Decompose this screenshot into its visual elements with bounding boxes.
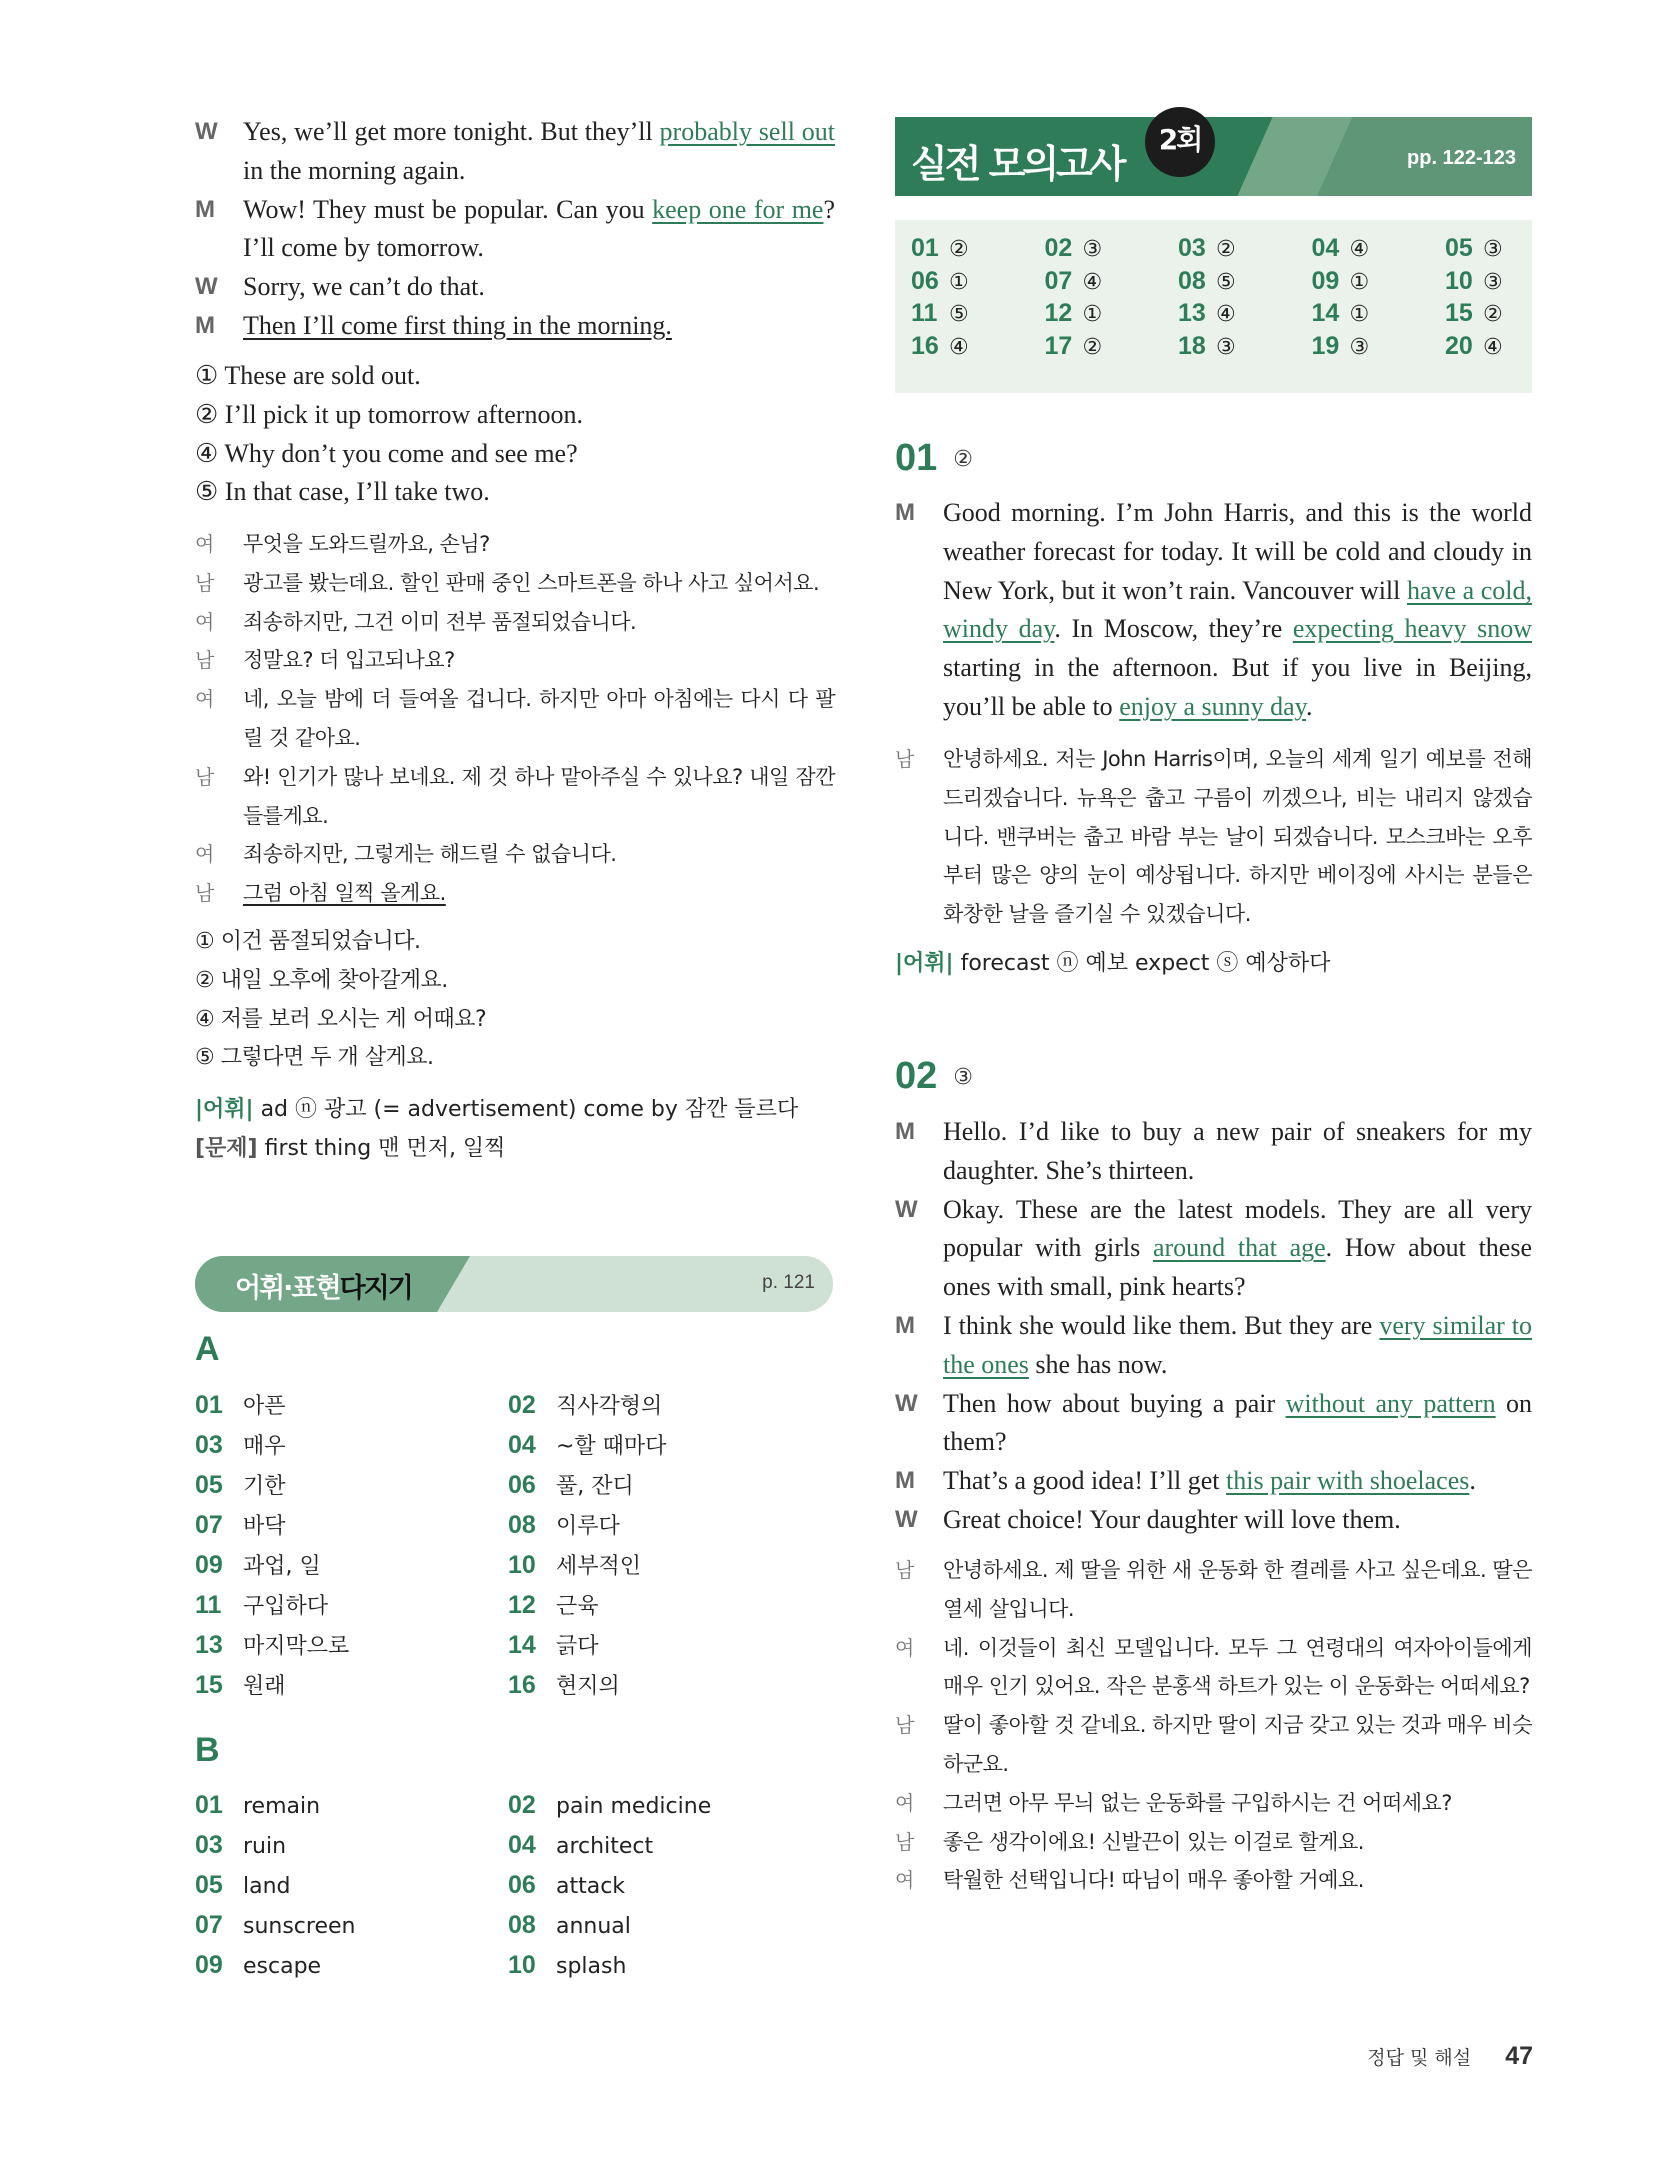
answer-choice: ④ xyxy=(1349,237,1370,262)
text-segment: . How about these ones with small, pink hearts? xyxy=(943,1233,1532,1302)
answer-choice: ① xyxy=(1349,302,1370,327)
korean-line xyxy=(895,1629,1532,1707)
item-answer: escape xyxy=(243,1954,322,1979)
speaker-label: M xyxy=(895,1311,915,1339)
line-text xyxy=(943,1501,1532,1540)
answer-number: 09 xyxy=(1311,266,1340,295)
line-text: 죄송하지만, 그건 이미 전부 품절되었습니다. xyxy=(243,609,637,634)
item-answer: 현지의 xyxy=(556,1674,620,1699)
section-a-list xyxy=(195,1386,821,1706)
korean-line xyxy=(195,835,835,874)
answer-number: 11 xyxy=(911,299,938,327)
answer-item xyxy=(1445,234,1579,267)
round-badge: 2회 xyxy=(1145,107,1215,177)
vocab-item xyxy=(508,1786,821,1826)
vocab-item xyxy=(508,1506,821,1546)
text-segment: . xyxy=(1469,1466,1476,1496)
item-number: 09 xyxy=(195,1551,223,1579)
item-answer: ~할 때마다 xyxy=(556,1434,667,1459)
speaker-label: 남 xyxy=(895,1558,914,1582)
speaker-label: M xyxy=(195,311,215,339)
answer-choice: ② xyxy=(1082,334,1103,360)
dialogue-line xyxy=(195,307,835,346)
vocab-item xyxy=(508,1546,821,1586)
vocab-item xyxy=(195,1506,508,1546)
answer-number: 05 xyxy=(1445,234,1473,262)
vocab-item xyxy=(508,1946,821,1986)
vocab-banner: 어휘·표현다지기 p. 121 xyxy=(195,1256,833,1312)
line-text xyxy=(243,268,835,307)
left-vocab: |어휘| ad ⓝ 광고 (= advertisement) come by 잠깐 들르다 [문제] first thing 맨 먼저, 일찍 xyxy=(195,1097,799,1161)
answer-choice: ③ xyxy=(1082,237,1103,262)
line-text xyxy=(943,1385,1532,1463)
item-number: 04 xyxy=(508,1431,536,1459)
answer-choice: ④ xyxy=(1483,334,1503,360)
speaker-label: 여 xyxy=(195,532,214,556)
answer-number: 04 xyxy=(1311,234,1340,262)
left-korean-dialogue xyxy=(195,525,835,913)
option-item: ② I’ll pick it up tomorrow afternoon. xyxy=(195,399,583,429)
line-text xyxy=(943,494,1532,727)
answer-choice: ④ xyxy=(1082,269,1103,295)
item-number: 02 xyxy=(508,1791,536,1819)
text-segment: ? I’ll come by tomorrow. xyxy=(243,194,835,263)
item-number: 02 xyxy=(508,1391,536,1419)
answer-choice: ① xyxy=(949,269,969,295)
vocab-item xyxy=(508,1586,821,1626)
key-phrase: have a cold, windy day xyxy=(943,575,1532,644)
speaker-label: 남 xyxy=(195,570,214,595)
item-number: 06 xyxy=(508,1471,536,1499)
q02-heading: 02 ③ xyxy=(895,1055,974,1097)
line-text xyxy=(943,1462,1532,1501)
item-number: 07 xyxy=(195,1911,223,1939)
answer-number: 02 xyxy=(1044,234,1073,262)
dialogue-line xyxy=(895,1385,1532,1463)
item-answer: 바닥 xyxy=(243,1514,286,1539)
vocab-item xyxy=(195,1586,508,1626)
dialogue-line xyxy=(195,113,835,191)
dialogue-line xyxy=(895,1501,1532,1540)
section-b-list xyxy=(195,1786,821,1986)
item-answer: 원래 xyxy=(243,1674,286,1699)
item-number: 09 xyxy=(195,1951,223,1979)
item-answer: 기한 xyxy=(243,1474,286,1499)
speaker-label: 여 xyxy=(195,609,214,634)
line-text: 탁월한 선택입니다! 따님이 매우 좋아할 거예요. xyxy=(943,1868,1364,1893)
item-answer: 매우 xyxy=(243,1434,286,1459)
answer-number: 07 xyxy=(1044,266,1073,295)
item-number: 01 xyxy=(195,1791,223,1819)
item-number: 07 xyxy=(195,1511,223,1539)
vocab-item xyxy=(195,1466,508,1506)
section-b-letter: B xyxy=(195,1731,220,1769)
korean-line xyxy=(895,1784,1532,1823)
item-answer: 아픈 xyxy=(243,1394,286,1419)
vocab-item xyxy=(195,1626,508,1666)
vocab-item xyxy=(195,1906,508,1946)
answer-number: 17 xyxy=(1044,331,1073,360)
text-segment: Wow! They must be popular. Can you xyxy=(243,194,653,224)
vocab-item xyxy=(508,1626,821,1666)
answer-number: 16 xyxy=(911,331,939,360)
text-segment: Then how about buying a pair xyxy=(943,1388,1286,1418)
korean-line xyxy=(895,1823,1532,1862)
text-segment: Good morning. I’m John Harris, and this is the world weather forecast for today. It will be cold and cloudy in New York, but it won’t rain. Vancouver will xyxy=(943,498,1532,605)
item-answer: 과업, 일 xyxy=(243,1554,321,1579)
line-text: 좋은 생각이에요! 신발끈이 있는 이걸로 할게요. xyxy=(943,1829,1364,1854)
line-text: 네, 오늘 밤에 더 들여올 겁니다. 하지만 아마 아침에는 다시 다 팔릴 것 같아요. xyxy=(243,687,835,750)
item-number: 04 xyxy=(508,1831,536,1859)
speaker-label: W xyxy=(195,273,218,301)
text-segment: Then I’ll come first thing in the morning. xyxy=(243,310,672,340)
speaker-label: W xyxy=(895,1195,918,1223)
line-text: 딸이 좋아할 것 같네요. 하지만 딸이 지금 갖고 있는 것과 매우 비슷하군요. xyxy=(943,1713,1532,1776)
korean-line xyxy=(895,1551,1532,1629)
line-text: 그럼 아침 일찍 올게요. xyxy=(243,881,446,906)
line-text xyxy=(943,1113,1532,1191)
vocab-item xyxy=(508,1866,821,1906)
line-text: 네. 이것들이 최신 모델입니다. 모두 그 연령대의 여자아이들에게 매우 인기 있어요. 작은 분홍색 하트가 있는 이 운동화는 어떠세요? xyxy=(943,1635,1532,1699)
text-segment: Okay. These are the latest models. They are all very popular with girls xyxy=(943,1194,1532,1263)
option-item: ④ 저를 보러 오시는 게 어때요? xyxy=(195,1006,487,1032)
item-answer: architect xyxy=(556,1834,654,1859)
answer-item xyxy=(911,267,1045,300)
answer-item xyxy=(1312,299,1446,332)
item-number: 15 xyxy=(195,1671,223,1699)
line-text: 와! 인기가 많나 보네요. 제 것 하나 맡아주실 수 있나요? 내일 잠깐 들를게요. xyxy=(243,764,835,828)
answer-choice: ⑤ xyxy=(1216,269,1236,295)
speaker-label: M xyxy=(195,195,215,223)
line-text: 죄송하지만, 그렇게는 해드릴 수 없습니다. xyxy=(243,842,617,867)
speaker-label: 여 xyxy=(895,1868,914,1893)
line-text: 안녕하세요. 저는 John Harris이며, 오늘의 세계 일기 예보를 전해 드리겠습니다. 뉴욕은 춥고 구름이 끼겠으나, 비는 내리지 않겠습니다. 밴쿠버는 춥고 바람 부는 날이 되겠습니다. 모스크바는 오후부터 많은 양의 눈이 예상됩니다. 하지만 베이징에 사시는 분들은 화창한 날을 즐기실 수 있겠습니다. xyxy=(943,747,1532,927)
answer-number: 06 xyxy=(911,266,939,295)
speaker-label: 남 xyxy=(195,648,214,673)
speaker-label: M xyxy=(895,1467,915,1495)
dialogue-line xyxy=(895,494,1532,727)
item-number: 03 xyxy=(195,1831,223,1859)
answer-choice: ③ xyxy=(1349,334,1370,360)
answer-choice: ③ xyxy=(1483,269,1503,295)
item-answer: land xyxy=(243,1874,291,1899)
q01-heading: 01 ② xyxy=(895,437,974,479)
q01-vocab: |어휘| forecast ⓝ 예보 expect ⓢ 예상하다 xyxy=(895,951,1331,976)
vocab-item xyxy=(508,1466,821,1506)
speaker-label: 여 xyxy=(895,1790,914,1815)
speaker-label: 여 xyxy=(195,842,214,867)
answer-item xyxy=(911,299,1045,332)
item-number: 03 xyxy=(195,1431,223,1459)
answer-item xyxy=(1045,234,1179,267)
answer-box xyxy=(895,220,1532,393)
text-segment: Hello. I’d like to buy a new pair of sneakers for my daughter. She’s thirteen. xyxy=(943,1117,1532,1185)
vocab-item xyxy=(508,1826,821,1866)
q01-english xyxy=(895,494,1532,727)
speaker-label: 남 xyxy=(195,881,214,906)
answer-choice: ② xyxy=(949,237,969,262)
answer-number: 01 xyxy=(911,234,939,262)
option-item: ⑤ 그렇다면 두 개 살게요. xyxy=(195,1045,434,1071)
line-text xyxy=(943,1191,1532,1307)
speaker-label: W xyxy=(895,1389,918,1417)
dialogue-line xyxy=(195,268,835,307)
korean-line xyxy=(195,564,835,603)
line-text: 무엇을 도와드릴까요, 손님? xyxy=(243,532,490,556)
key-phrase: enjoy a sunny day xyxy=(1119,691,1306,721)
dialogue-line xyxy=(195,191,835,269)
text-segment: Great choice! Your daughter will love them. xyxy=(943,1504,1401,1534)
item-number: 13 xyxy=(195,1631,223,1659)
line-text: 안녕하세요. 제 딸을 위한 새 운동화 한 켤레를 사고 싶은데요. 딸은 열세 살입니다. xyxy=(943,1558,1532,1621)
answer-choice: ⑤ xyxy=(949,302,969,327)
vocab-item xyxy=(508,1426,821,1466)
answer-number: 08 xyxy=(1178,266,1206,295)
text-segment: Sorry, we can’t do that. xyxy=(243,272,485,302)
item-answer: splash xyxy=(556,1954,627,1979)
speaker-label: 남 xyxy=(895,747,914,771)
line-text xyxy=(243,113,835,191)
option-item: ① 이건 품절되었습니다. xyxy=(195,929,421,954)
answer-item xyxy=(1045,299,1179,332)
speaker-label: M xyxy=(895,1118,915,1145)
speaker-label: W xyxy=(195,118,218,145)
answer-number: 03 xyxy=(1178,234,1206,262)
line-text xyxy=(243,307,835,346)
speaker-label: W xyxy=(895,1505,918,1533)
item-answer: ruin xyxy=(243,1834,287,1859)
answer-number: 12 xyxy=(1044,299,1073,327)
answer-item xyxy=(1445,267,1579,300)
answer-item xyxy=(1045,332,1179,365)
item-answer: 긁다 xyxy=(556,1634,599,1659)
item-answer: 마지막으로 xyxy=(243,1634,350,1659)
answer-item xyxy=(911,234,1045,267)
vocab-item xyxy=(508,1666,821,1706)
text-segment: . xyxy=(1305,691,1313,721)
vocab-item xyxy=(508,1386,821,1426)
answer-item xyxy=(1045,267,1179,300)
dialogue-line xyxy=(895,1307,1532,1385)
speaker-label: 남 xyxy=(195,764,214,789)
item-answer: 구입하다 xyxy=(243,1594,329,1619)
key-phrase: keep one for me xyxy=(652,194,824,224)
q02-korean xyxy=(895,1551,1532,1900)
vocab-item xyxy=(508,1906,821,1946)
korean-line xyxy=(195,641,835,680)
korean-line xyxy=(195,680,835,758)
speaker-label: 남 xyxy=(895,1829,914,1854)
item-number: 10 xyxy=(508,1551,536,1579)
answer-choice: ② xyxy=(1216,237,1236,262)
line-text: 그러면 아무 무늬 없는 운동화를 구입하시는 건 어떠세요? xyxy=(943,1790,1452,1815)
footer: 정답 및 해설 47 xyxy=(1367,2042,1533,2070)
vocab-item xyxy=(195,1666,508,1706)
korean-line xyxy=(895,740,1532,934)
vocab-item xyxy=(195,1546,508,1586)
answer-choice: ④ xyxy=(1216,302,1236,327)
korean-line xyxy=(895,1706,1532,1784)
speaker-label: 여 xyxy=(895,1635,914,1660)
text-segment: . In Moscow, they’re xyxy=(1054,614,1293,644)
answer-number: 18 xyxy=(1178,331,1206,360)
text-segment: That’s a good idea! I’ll get xyxy=(943,1466,1227,1496)
item-answer: 이루다 xyxy=(556,1514,620,1539)
answer-choice: ③ xyxy=(1216,334,1236,360)
item-answer: remain xyxy=(243,1794,321,1819)
key-phrase: around that age xyxy=(1152,1233,1326,1263)
item-answer: attack xyxy=(556,1874,626,1899)
line-text: 광고를 봤는데요. 할인 판매 중인 스마트폰을 하나 사고 싶어서요. xyxy=(243,570,820,595)
answer-number: 15 xyxy=(1445,299,1473,327)
answer-item xyxy=(1445,332,1579,365)
vocab-item xyxy=(195,1386,508,1426)
speaker-label: M xyxy=(895,499,915,526)
item-number: 08 xyxy=(508,1911,536,1939)
answer-number: 19 xyxy=(1311,331,1340,360)
item-answer: 근육 xyxy=(556,1594,599,1619)
vocab-item xyxy=(195,1826,508,1866)
answer-choice: ① xyxy=(1349,269,1370,295)
answer-item xyxy=(1445,299,1579,332)
item-answer: pain medicine xyxy=(556,1794,712,1819)
korean-line xyxy=(195,758,835,836)
answer-item xyxy=(911,332,1045,365)
key-phrase: very similar to the ones xyxy=(943,1310,1533,1379)
vocab-item xyxy=(195,1786,508,1826)
text-segment: Yes, we’ll get more tonight. But they’ll xyxy=(243,117,660,146)
left-options xyxy=(195,357,835,512)
key-phrase: probably sell out xyxy=(659,117,835,146)
line-text: 정말요? 더 입고되나요? xyxy=(243,648,455,673)
key-phrase: expecting heavy snow xyxy=(1292,614,1532,644)
item-number: 08 xyxy=(508,1511,536,1539)
speaker-label: 여 xyxy=(195,687,214,712)
answer-number: 10 xyxy=(1445,266,1473,295)
answer-number: 13 xyxy=(1178,299,1206,327)
text-segment: on them? xyxy=(943,1388,1532,1457)
q01-korean xyxy=(895,740,1532,934)
dialogue-line xyxy=(895,1191,1532,1307)
item-number: 10 xyxy=(508,1951,536,1979)
answer-item xyxy=(1178,267,1312,300)
key-phrase: without any pattern xyxy=(1285,1388,1496,1418)
item-number: 06 xyxy=(508,1871,536,1899)
q02-english xyxy=(895,1113,1532,1540)
dialogue-line xyxy=(895,1113,1532,1191)
option-item: ⑤ In that case, I’ll take two. xyxy=(195,477,490,507)
korean-line xyxy=(195,603,835,642)
answer-item xyxy=(1178,332,1312,365)
option-item: ② 내일 오후에 찾아갈게요. xyxy=(195,967,448,993)
item-number: 05 xyxy=(195,1471,223,1499)
answer-choice: ② xyxy=(1483,302,1503,327)
answer-item xyxy=(1178,234,1312,267)
text-segment: starting in the afternoon. But if you live in Beijing, you’ll be able to xyxy=(943,653,1532,721)
answer-choice: ① xyxy=(1082,302,1103,327)
key-phrase: this pair with shoelaces xyxy=(1226,1466,1470,1496)
item-number: 16 xyxy=(508,1671,536,1699)
item-number: 05 xyxy=(195,1871,223,1899)
dialogue-line xyxy=(895,1462,1532,1501)
item-answer: 풀, 잔디 xyxy=(556,1474,634,1499)
option-item: ① These are sold out. xyxy=(195,361,421,390)
vocab-item xyxy=(195,1866,508,1906)
text-segment: I think she would like them. But they are xyxy=(943,1310,1380,1340)
korean-line xyxy=(195,874,835,913)
vocab-item xyxy=(195,1426,508,1466)
item-answer: annual xyxy=(556,1914,631,1939)
answer-choice: ④ xyxy=(949,334,969,360)
korean-line xyxy=(895,1861,1532,1900)
answer-number: 20 xyxy=(1445,331,1473,360)
item-answer: sunscreen xyxy=(243,1914,356,1939)
left-korean-options xyxy=(195,923,835,1078)
text-segment: she has now. xyxy=(1028,1349,1168,1379)
test-banner: 실전 모의고사 pp. 122-123 xyxy=(895,117,1532,196)
item-number: 12 xyxy=(508,1591,536,1619)
item-number: 14 xyxy=(508,1631,536,1659)
answer-number: 14 xyxy=(1311,299,1340,327)
answer-item xyxy=(1312,332,1446,365)
text-segment: in the morning again. xyxy=(243,155,466,185)
line-text xyxy=(243,191,835,269)
item-answer: 세부적인 xyxy=(556,1554,642,1579)
speaker-label: 남 xyxy=(895,1713,914,1738)
answer-item xyxy=(1312,234,1446,267)
item-number: 11 xyxy=(195,1591,222,1619)
section-a-letter: A xyxy=(195,1330,220,1368)
answer-item xyxy=(1312,267,1446,300)
item-answer: 직사각형의 xyxy=(556,1394,663,1419)
korean-line xyxy=(195,525,835,564)
left-dialogue xyxy=(195,113,835,346)
option-item: ④ Why don’t you come and see me? xyxy=(195,438,578,468)
line-text xyxy=(943,1307,1532,1385)
vocab-item xyxy=(195,1946,508,1986)
item-number: 01 xyxy=(195,1391,223,1419)
answer-choice: ③ xyxy=(1483,237,1503,262)
answer-item xyxy=(1178,299,1312,332)
